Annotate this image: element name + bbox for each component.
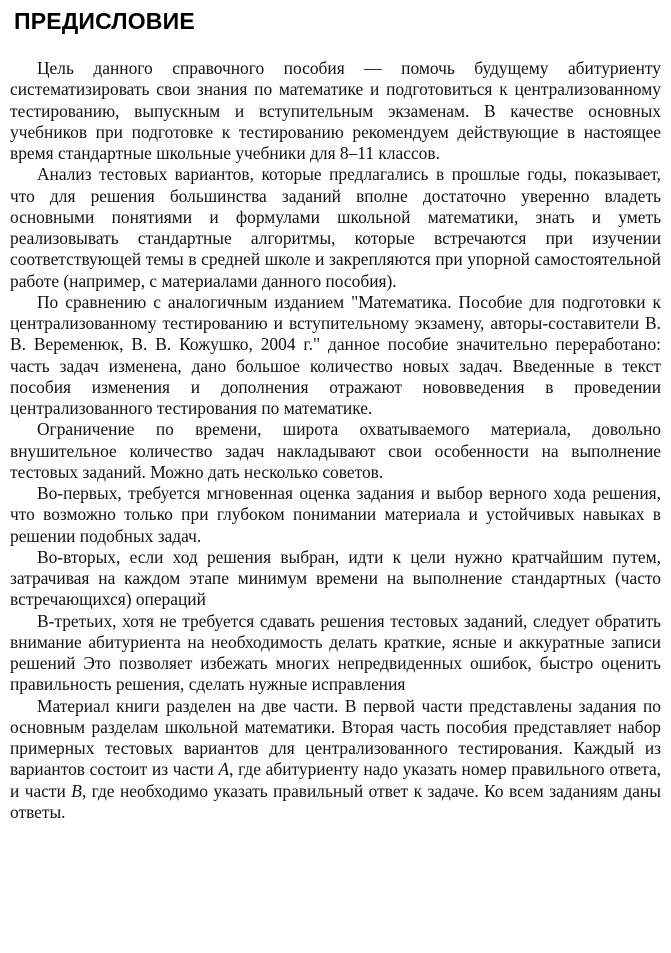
paragraph-time-limit: Ограничение по времени, широта охватываемого материала, довольно внушительное количество задач накладывают свои особенности на выполнение тестовых заданий. Можно дать несколько советов. <box>10 419 661 482</box>
paragraph-comparison: По сравнению с аналогичным изданием "Математика. Пособие для подготовки к централизованному тестированию и вступительному экзамену, авторы-составители В. В. Веременюк, В. В. Кожушко, 2004 г." данное пособие значительно переработано: часть задач изменена, дано большое количество новых задач. Введенные в текст пособия изменения и дополнения отражают нововведения в проведении централизованного тестирования по математике. <box>10 291 661 418</box>
structure-text-1: Материал книги разделен на две части. В первой части представлены задания по основным разделам школьной математики. Вторая часть пособия представляет набор примерных тестовых вариантов для централизованного тестирования. Каждый из вариантов состоит из части <box>10 695 661 780</box>
paragraph-analysis: Анализ тестовых вариантов, которые предлагались в прошлые годы, показывает, что для решения большинства заданий вполне достаточно уверенно владеть основными понятиями и формулами школьной математики, знать и уметь реализовывать стандартные алгоритмы, которые встречаются при изучении соответствующей темы в средней школе и закрепляются при упорной самостоятельной работе (например, с материалами данного пособия). <box>10 164 661 291</box>
paragraph-second-advice: Во-вторых, если ход решения выбран, идти к цели нужно кратчайшим путем, затрачивая на каждом этапе минимум времени на выполнение стандартных (часто встречающихся) операций <box>10 546 661 610</box>
paragraph-first-advice: Во-первых, требуется мгновенная оценка задания и выбор верного хода решения, что возможно только при глубоком понимании материала и устойчивых навыках в решении подобных задач. <box>10 483 661 546</box>
document-body <box>10 58 661 823</box>
paragraph-purpose: Цель данного справочного пособия — помочь будущему абитуриенту систематизировать свои знания по математике и подготовиться к централизованному тестированию, выпускным и вступительным экзаменам. В качестве основных учебников при подготовке к тестированию рекомендуем действующие в настоящее время стандартные школьные учебники для 8–11 классов. <box>10 58 661 163</box>
part-b-label: В <box>71 780 82 801</box>
structure-text-3: , где необходимо указать правильный ответ к задаче. Ко всем заданиям даны ответы. <box>10 780 661 822</box>
structure-text-2: , где абитуриенту надо указать номер правильного ответа, и части <box>10 759 662 801</box>
paragraph-third-advice: В-третьих, хотя не требуется сдавать решения тестовых заданий, следует обратить внимание абитуриента на необходимость делать краткие, ясные и аккуратные записи решений Это позволяет избежать многих непредвиденных ошибок, быстро оценить правильность решения, сделать нужные исправления <box>10 610 661 695</box>
part-a-label: А <box>218 759 230 780</box>
page-title: ПРЕДИСЛОВИЕ <box>14 8 195 34</box>
paragraph-book-structure <box>10 696 661 824</box>
